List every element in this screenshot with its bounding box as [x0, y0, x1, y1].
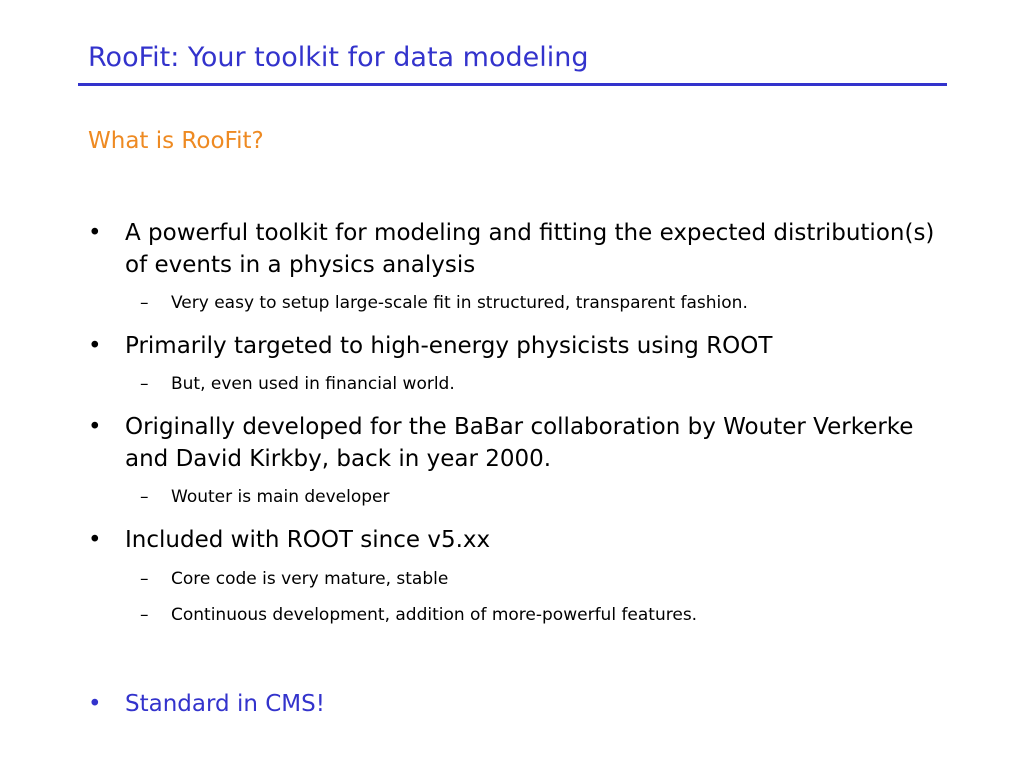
sub-bullet-item [140, 568, 940, 590]
sub-bullet-text: Core code is very mature, stable [171, 569, 449, 589]
bullet-icon: • [88, 527, 102, 553]
sub-bullet-text: Continuous development, addition of more-powerful features. [171, 605, 698, 625]
sub-bullet-text: Very easy to setup large-scale fit in structured, transparent fashion. [171, 293, 748, 313]
sub-bullet-item [140, 486, 940, 508]
bullet-item [88, 330, 948, 362]
dash-icon: – [140, 605, 149, 625]
sub-bullet-text: But, even used in financial world. [171, 374, 455, 394]
slide-title: RooFit: Your toolkit for data modeling [88, 42, 589, 73]
sub-bullet-item [140, 604, 940, 626]
dash-icon: – [140, 569, 149, 589]
bullet-icon: • [88, 414, 102, 440]
bullet-item [88, 524, 948, 556]
sub-bullet-item [140, 292, 940, 314]
bullet-item [88, 217, 948, 281]
bullet-icon: • [88, 691, 102, 717]
dash-icon: – [140, 293, 149, 313]
slide-subtitle: What is RooFit? [88, 128, 264, 154]
bullet-text: Included with ROOT since v5.xx [125, 527, 491, 553]
bullet-text: Originally developed for the BaBar collaboration by Wouter Verkerke and David Kirkby, back in year 2000. [125, 414, 914, 472]
bullet-icon: • [88, 220, 102, 246]
bullet-text: Standard in CMS! [125, 691, 325, 717]
bullet-text: Primarily targeted to high-energy physicists using ROOT [125, 333, 773, 359]
bullet-item-highlight [88, 688, 948, 720]
sub-bullet-item [140, 373, 940, 395]
bullet-text: A powerful toolkit for modeling and fitting the expected distribution(s) of events in a physics analysis [125, 220, 935, 278]
bullet-icon: • [88, 333, 102, 359]
bullet-item [88, 411, 948, 475]
sub-bullet-text: Wouter is main developer [171, 487, 390, 507]
dash-icon: – [140, 374, 149, 394]
dash-icon: – [140, 487, 149, 507]
